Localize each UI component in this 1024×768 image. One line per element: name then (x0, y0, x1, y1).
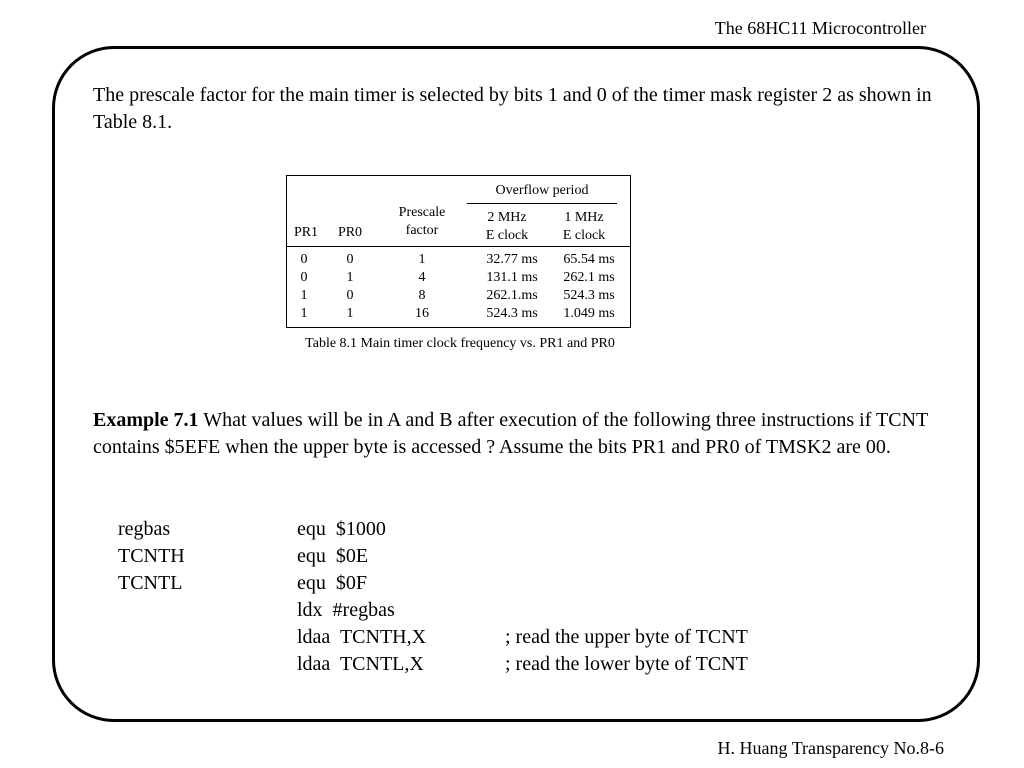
code-comment (505, 543, 748, 570)
code-comment: ; read the lower byte of TCNT (505, 653, 748, 675)
prescale-header-1: Prescale (398, 205, 446, 220)
table-cell: 65.54 ms (563, 252, 615, 267)
table-cell: 262.1 ms (563, 270, 615, 285)
code-comment (505, 597, 748, 624)
table-cell: 1 (300, 306, 308, 321)
code-instruction: ldaa TCNTL,X (297, 653, 424, 675)
prescale-header-2: factor (405, 223, 439, 238)
code-labels-column (118, 516, 185, 678)
overflow-table (286, 175, 631, 328)
code-label (118, 597, 185, 624)
code-instruction: ldaa TCNTH,X (297, 626, 427, 648)
code-instructions-column (297, 516, 426, 678)
table-cell: 0 (346, 288, 354, 303)
pr0-header: PR0 (337, 225, 363, 240)
code-comments-column (505, 516, 748, 678)
table-cell: 524.3 ms (563, 288, 615, 303)
code-comment: ; read the upper byte of TCNT (505, 626, 748, 648)
table-cell: 32.77 ms (486, 252, 538, 267)
group-header-rule (467, 203, 617, 204)
code-label (118, 624, 185, 651)
1mhz-header-2: E clock (562, 228, 606, 243)
table-cell: 131.1 ms (486, 270, 538, 285)
table-cell: 262.1.ms (486, 288, 538, 303)
code-instruction: equ $0E (297, 545, 369, 567)
code-instruction: equ $1000 (297, 518, 386, 540)
table-cell: 0 (300, 270, 308, 285)
table-cell: 0 (346, 252, 354, 267)
table-cell: 16 (415, 306, 429, 321)
example-text: What values will be in A and B after execution of the following three instructions if TCNT contains $5EFE when the upper byte is accessed ? Assume the bits PR1 and PR0 of TMSK2 are 00. (93, 409, 928, 458)
overflow-period-header: Overflow period (495, 183, 589, 198)
code-instruction: ldx #regbas (297, 599, 395, 621)
table-caption: Table 8.1 Main timer clock frequency vs. PR1 and PR0 (305, 336, 615, 351)
table-cell: 1.049 ms (563, 306, 615, 321)
intro-paragraph: The prescale factor for the main timer is selected by bits 1 and 0 of the timer mask register 2 as shown in Table 8.1. (93, 84, 932, 133)
code-comment (505, 516, 748, 543)
code-label (118, 651, 185, 678)
table-cell: 524.3 ms (486, 306, 538, 321)
code-label: TCNTH (118, 545, 185, 567)
2mhz-header-1: 2 MHz (487, 210, 527, 225)
table-cell: 1 (300, 288, 308, 303)
table-cell: 4 (418, 270, 426, 285)
code-label: TCNTL (118, 572, 183, 594)
example-label: Example 7.1 (93, 409, 199, 431)
code-label: regbas (118, 518, 171, 540)
table-cell: 1 (346, 306, 354, 321)
code-comment (505, 570, 748, 597)
pr1-header: PR1 (293, 225, 319, 240)
header-rule (287, 246, 630, 247)
1mhz-header-1: 1 MHz (564, 210, 604, 225)
header-title: The 68HC11 Microcontroller (714, 18, 926, 38)
table-cell: 0 (300, 252, 308, 267)
code-instruction: equ $0F (297, 572, 367, 594)
footer-text: H. Huang Transparency No.8-6 (717, 738, 944, 758)
table-cell: 1 (346, 270, 354, 285)
table-cell: 1 (418, 252, 426, 267)
example-paragraph (93, 407, 973, 461)
table-cell: 8 (418, 288, 426, 303)
2mhz-header-2: E clock (485, 228, 529, 243)
